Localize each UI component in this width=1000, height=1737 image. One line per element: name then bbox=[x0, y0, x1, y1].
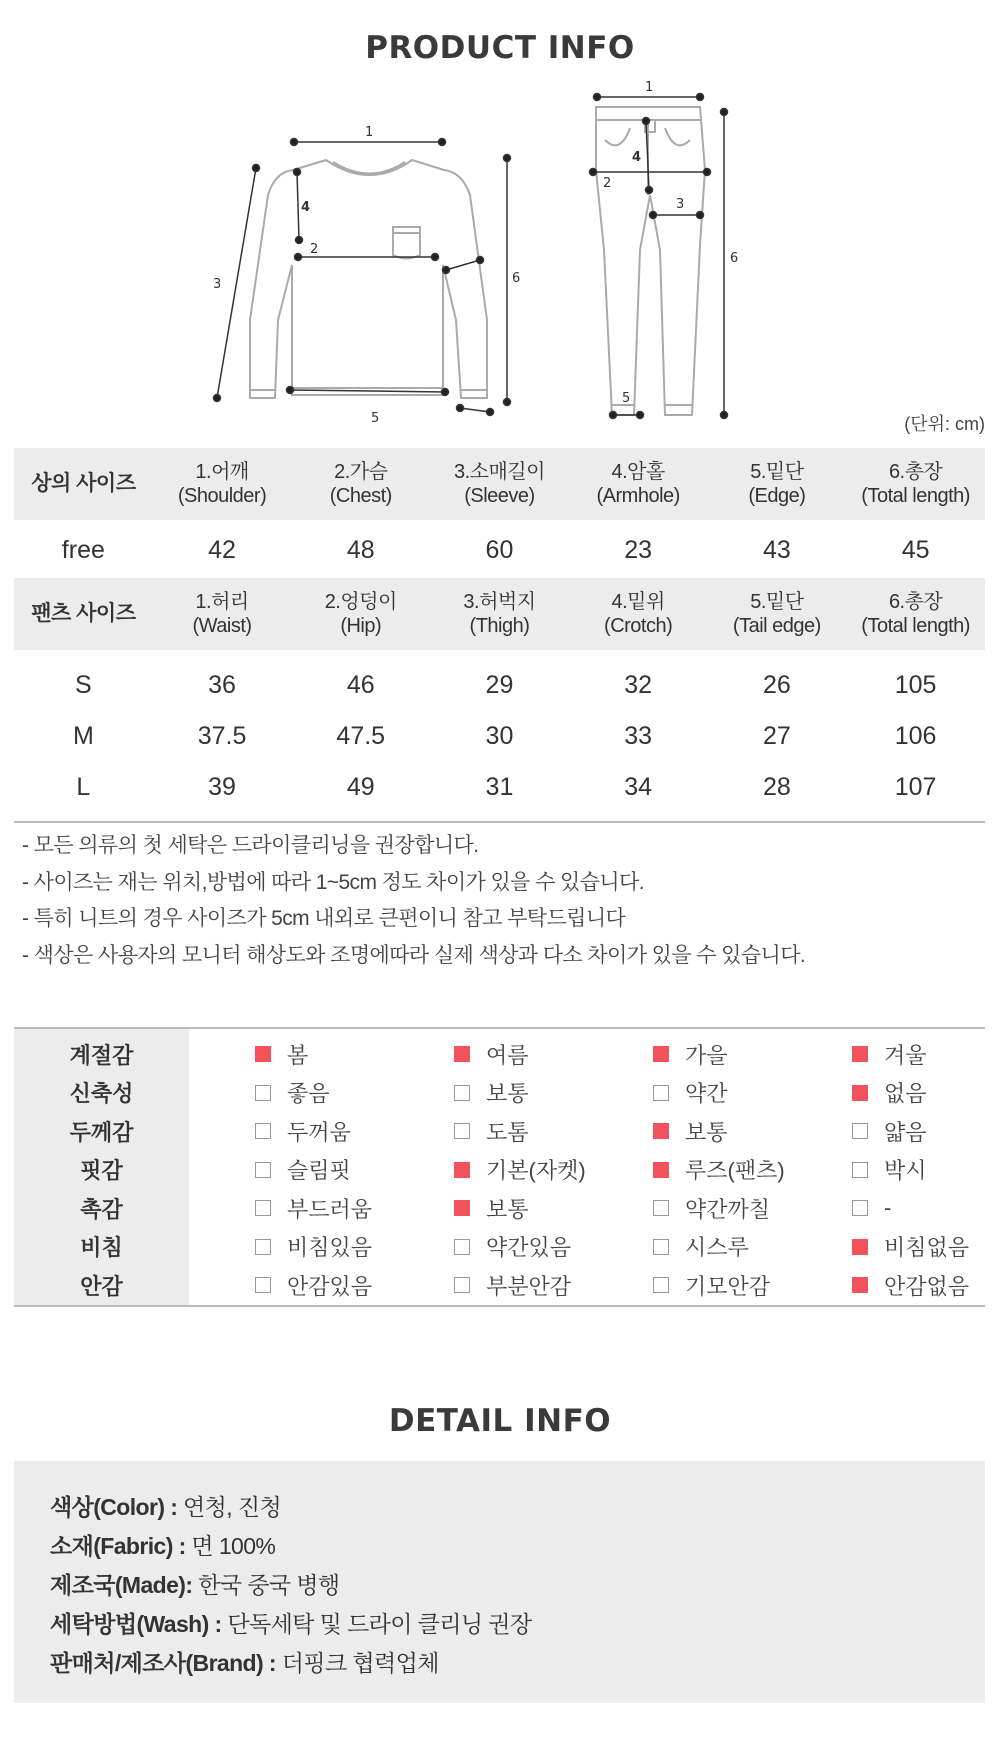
detail-row-wash bbox=[50, 1606, 532, 1639]
attribute-label: 안감 bbox=[14, 1266, 189, 1306]
option-label: 슬림핏 bbox=[287, 1158, 351, 1184]
option-wrap bbox=[388, 1193, 587, 1224]
unchecked-box-icon bbox=[454, 1277, 470, 1293]
unchecked-box-icon bbox=[255, 1162, 271, 1178]
option-label: 비침있음 bbox=[287, 1235, 373, 1261]
attribute-option bbox=[189, 1189, 388, 1228]
option-wrap bbox=[189, 1154, 388, 1185]
value-cell: 37.5 bbox=[197, 722, 247, 750]
attribute-row bbox=[14, 1228, 985, 1267]
pants-header-cell bbox=[708, 578, 847, 650]
option-label: 안감있음 bbox=[287, 1273, 373, 1299]
top-header-cell bbox=[569, 448, 708, 520]
option-wrap bbox=[189, 1077, 388, 1108]
pants-garment-drawing bbox=[596, 107, 705, 415]
attribute-option bbox=[786, 1074, 985, 1113]
detail-value: 단독세탁 및 드라이 클리닝 권장 bbox=[227, 1611, 532, 1637]
pants-label-1: 1 bbox=[645, 80, 654, 95]
pants-header-cell bbox=[569, 578, 708, 650]
unchecked-box-icon bbox=[454, 1085, 470, 1101]
attribute-option bbox=[786, 1151, 985, 1190]
option-label: 부드러움 bbox=[287, 1196, 373, 1222]
value-cell: 107 bbox=[894, 773, 937, 801]
pants-header-cell bbox=[846, 578, 985, 650]
top-measure-lines bbox=[214, 139, 511, 416]
attribute-option bbox=[388, 1189, 587, 1228]
option-label: 겨울 bbox=[884, 1042, 927, 1068]
unit-label: (단위: cm) bbox=[904, 414, 985, 434]
attribute-option bbox=[587, 1074, 786, 1113]
option-wrap bbox=[388, 1116, 587, 1147]
checked-box-icon bbox=[255, 1046, 271, 1062]
pants-size-header-row bbox=[14, 578, 985, 650]
checked-box-icon bbox=[852, 1239, 868, 1255]
header-kr: 3.허벅지 bbox=[463, 591, 536, 613]
option-label: 안감없음 bbox=[884, 1273, 970, 1299]
attribute-option bbox=[189, 1112, 388, 1151]
care-notes bbox=[22, 828, 805, 974]
attribute-option bbox=[587, 1266, 786, 1306]
unchecked-box-icon bbox=[255, 1239, 271, 1255]
attribute-row bbox=[14, 1151, 985, 1190]
unchecked-box-icon bbox=[255, 1277, 271, 1293]
option-wrap bbox=[189, 1116, 388, 1147]
option-label: 여름 bbox=[486, 1042, 529, 1068]
unchecked-box-icon bbox=[255, 1085, 271, 1101]
option-label: 시스루 bbox=[685, 1235, 749, 1261]
value-cell: 42 bbox=[208, 535, 236, 564]
option-label: 가을 bbox=[685, 1042, 728, 1068]
pants-header-cell bbox=[291, 578, 430, 650]
value-cell: 48 bbox=[346, 535, 375, 564]
header-en: (Total length) bbox=[861, 485, 970, 507]
unchecked-box-icon bbox=[255, 1123, 271, 1139]
value-cell: 45 bbox=[901, 535, 930, 564]
header-en: (Hip) bbox=[340, 615, 382, 637]
pants-header-cell bbox=[153, 578, 292, 650]
option-wrap bbox=[189, 1270, 388, 1301]
note-item: - 색상은 사용자의 모니터 해상도와 조명에따라 실제 색상과 다소 차이가 있을 수 있습니다. bbox=[22, 943, 806, 967]
option-label: 봄 bbox=[287, 1042, 309, 1068]
detail-info-box bbox=[14, 1461, 985, 1703]
value-cell: 46 bbox=[346, 671, 375, 699]
size-cell: S bbox=[75, 671, 92, 699]
attribute-option bbox=[388, 1028, 587, 1074]
attribute-option bbox=[786, 1228, 985, 1267]
value-cell: 32 bbox=[624, 671, 653, 699]
option-wrap bbox=[388, 1231, 587, 1262]
attribute-label: 계절감 bbox=[14, 1028, 189, 1074]
header-en: (Tail edge) bbox=[732, 615, 821, 637]
option-label: 보통 bbox=[486, 1196, 529, 1222]
unchecked-box-icon bbox=[852, 1162, 868, 1178]
detail-row-color bbox=[50, 1489, 281, 1522]
top-label-3: 3 bbox=[213, 277, 222, 292]
attribute-option bbox=[189, 1266, 388, 1306]
top-label-1: 1 bbox=[365, 125, 374, 140]
header-en: (Crotch) bbox=[604, 615, 673, 637]
top-label-2: 2 bbox=[310, 242, 319, 257]
top-label-4: 4 bbox=[301, 200, 311, 215]
header-en: (Sleeve) bbox=[464, 485, 535, 507]
top-header-cell bbox=[430, 448, 569, 520]
table-row bbox=[14, 520, 985, 580]
attribute-option bbox=[388, 1266, 587, 1306]
attribute-option bbox=[388, 1151, 587, 1190]
top-header-cell bbox=[291, 448, 430, 520]
attribute-option bbox=[388, 1228, 587, 1267]
size-cell: free bbox=[61, 535, 105, 564]
value-cell: 106 bbox=[894, 722, 937, 750]
option-label: 기모안감 bbox=[685, 1273, 771, 1299]
option-label: 약간까칠 bbox=[685, 1196, 771, 1222]
pants-label-4: 4 bbox=[632, 150, 642, 165]
option-wrap bbox=[587, 1039, 786, 1070]
option-wrap bbox=[786, 1116, 985, 1147]
detail-label: 제조국(Made): bbox=[50, 1572, 199, 1598]
attribute-option bbox=[587, 1151, 786, 1190]
detail-row-brand bbox=[50, 1645, 439, 1678]
attribute-row bbox=[14, 1028, 985, 1074]
unchecked-box-icon bbox=[653, 1200, 669, 1216]
attribute-option bbox=[189, 1151, 388, 1190]
option-label: 보통 bbox=[685, 1119, 728, 1145]
value-cell: 43 bbox=[762, 535, 791, 564]
option-wrap bbox=[587, 1116, 786, 1147]
detail-info-title: DETAIL INFO bbox=[388, 1403, 612, 1439]
value-cell: 39 bbox=[208, 773, 236, 801]
option-label: 얇음 bbox=[884, 1119, 927, 1145]
value-cell: 47.5 bbox=[336, 722, 386, 750]
detail-value: 연청, 진청 bbox=[183, 1494, 282, 1520]
detail-value: 한국 중국 병행 bbox=[198, 1572, 340, 1598]
unchecked-box-icon bbox=[852, 1200, 868, 1216]
checked-box-icon bbox=[852, 1046, 868, 1062]
top-label-5: 5 bbox=[371, 411, 380, 426]
top-size-header-row bbox=[14, 448, 985, 520]
attribute-option bbox=[388, 1074, 587, 1113]
pants-label-3: 3 bbox=[676, 197, 685, 212]
option-wrap bbox=[587, 1077, 786, 1108]
header-kr: 3.소매길이 bbox=[453, 461, 545, 483]
header-kr: 4.암홀 bbox=[611, 461, 665, 483]
option-wrap bbox=[786, 1039, 985, 1070]
option-wrap bbox=[189, 1231, 388, 1262]
attribute-label: 두께감 bbox=[14, 1112, 189, 1151]
value-cell: 33 bbox=[624, 722, 653, 750]
option-label: 약간 bbox=[685, 1081, 728, 1107]
header-kr: 2.가슴 bbox=[334, 461, 388, 483]
unchecked-box-icon bbox=[653, 1239, 669, 1255]
option-wrap bbox=[587, 1231, 786, 1262]
option-wrap bbox=[786, 1077, 985, 1108]
attribute-option bbox=[587, 1028, 786, 1074]
option-label: 루즈(팬츠) bbox=[685, 1158, 785, 1184]
checked-box-icon bbox=[852, 1277, 868, 1293]
option-wrap bbox=[786, 1270, 985, 1301]
value-cell: 105 bbox=[894, 671, 937, 699]
option-label: - bbox=[884, 1195, 892, 1221]
header-kr: 1.허리 bbox=[195, 591, 249, 613]
attribute-option bbox=[587, 1112, 786, 1151]
size-cell: L bbox=[76, 773, 91, 801]
top-size-row-label: 상의 사이즈 bbox=[14, 448, 153, 520]
header-kr: 6.총장 bbox=[888, 591, 943, 613]
table-row bbox=[14, 650, 985, 711]
unchecked-box-icon bbox=[852, 1123, 868, 1139]
header-en: (Thigh) bbox=[469, 615, 530, 637]
header-en: (Armhole) bbox=[596, 485, 680, 507]
option-wrap bbox=[189, 1039, 388, 1070]
note-item: - 사이즈는 재는 위치,방법에 따라 1~5cm 정도 차이가 있을 수 있습니다. bbox=[22, 870, 644, 894]
checked-box-icon bbox=[653, 1123, 669, 1139]
pants-label-6: 6 bbox=[730, 251, 739, 266]
checked-box-icon bbox=[852, 1085, 868, 1101]
value-cell: 27 bbox=[762, 722, 791, 750]
header-kr: 6.총장 bbox=[888, 461, 943, 483]
detail-label: 세탁방법(Wash) : bbox=[50, 1611, 228, 1637]
detail-value: 면 100% bbox=[191, 1533, 276, 1559]
top-garment-drawing bbox=[250, 160, 487, 398]
pants-label-2: 2 bbox=[603, 176, 612, 191]
size-cell: M bbox=[72, 722, 94, 750]
option-label: 약간있음 bbox=[486, 1235, 572, 1261]
detail-value: 더핑크 협력업체 bbox=[281, 1650, 439, 1676]
header-en: (Edge) bbox=[748, 485, 806, 507]
option-wrap bbox=[587, 1270, 786, 1301]
attribute-label: 핏감 bbox=[14, 1151, 189, 1190]
value-cell: 30 bbox=[485, 722, 514, 750]
option-wrap bbox=[786, 1231, 985, 1262]
attribute-option bbox=[388, 1112, 587, 1151]
pants-size-table bbox=[14, 578, 985, 823]
attribute-label: 신축성 bbox=[14, 1074, 189, 1113]
attribute-option bbox=[786, 1266, 985, 1306]
attribute-row bbox=[14, 1112, 985, 1151]
header-en: (Total length) bbox=[861, 615, 970, 637]
value-cell: 23 bbox=[624, 535, 653, 564]
option-wrap bbox=[388, 1154, 587, 1185]
value-cell: 60 bbox=[485, 535, 514, 564]
attribute-option bbox=[587, 1228, 786, 1267]
unchecked-box-icon bbox=[255, 1200, 271, 1216]
pants-label-5: 5 bbox=[622, 391, 631, 406]
detail-label: 색상(Color) : bbox=[50, 1494, 184, 1520]
option-label: 기본(자켓) bbox=[486, 1158, 586, 1184]
pants-size-row-label: 팬츠 사이즈 bbox=[14, 578, 153, 650]
header-kr: 5.밑단 bbox=[750, 461, 804, 483]
checked-box-icon bbox=[653, 1162, 669, 1178]
value-cell: 26 bbox=[762, 671, 791, 699]
attribute-option bbox=[587, 1189, 786, 1228]
attribute-option bbox=[189, 1074, 388, 1113]
attribute-label: 비침 bbox=[14, 1228, 189, 1267]
option-label: 두꺼움 bbox=[287, 1119, 351, 1145]
option-wrap bbox=[786, 1154, 985, 1185]
top-header-cell bbox=[708, 448, 847, 520]
checked-box-icon bbox=[653, 1046, 669, 1062]
top-header-cell bbox=[153, 448, 292, 520]
note-item: - 모든 의류의 첫 세탁은 드라이클리닝을 권장합니다. bbox=[22, 834, 479, 857]
unchecked-box-icon bbox=[653, 1085, 669, 1101]
attribute-option bbox=[189, 1028, 388, 1074]
table-row bbox=[14, 711, 985, 762]
top-size-table bbox=[14, 448, 985, 580]
table-row bbox=[14, 762, 985, 822]
checked-box-icon bbox=[454, 1046, 470, 1062]
header-kr: 2.엉덩이 bbox=[324, 591, 397, 613]
header-kr: 4.밑위 bbox=[611, 591, 665, 613]
measurement-diagram bbox=[0, 70, 1000, 440]
header-kr: 5.밑단 bbox=[750, 591, 804, 613]
header-en: (Chest) bbox=[329, 485, 392, 507]
unchecked-box-icon bbox=[454, 1239, 470, 1255]
attribute-option bbox=[786, 1189, 985, 1228]
unchecked-box-icon bbox=[653, 1277, 669, 1293]
detail-row-fabric bbox=[50, 1528, 275, 1561]
note-item: - 특히 니트의 경우 사이즈가 5cm 내외로 큰편이니 참고 부탁드립니다 bbox=[22, 907, 626, 930]
value-cell: 31 bbox=[485, 773, 514, 801]
top-label-6: 6 bbox=[512, 271, 521, 286]
option-wrap bbox=[388, 1077, 587, 1108]
option-wrap bbox=[587, 1154, 786, 1185]
header-kr: 1.어깨 bbox=[195, 461, 249, 483]
attribute-row bbox=[14, 1189, 985, 1228]
attribute-row bbox=[14, 1074, 985, 1113]
detail-label: 판매처/제조사(Brand) : bbox=[50, 1650, 282, 1676]
option-wrap bbox=[587, 1193, 786, 1224]
pants-measure-numbers bbox=[603, 80, 738, 406]
header-en: (Waist) bbox=[192, 615, 252, 637]
option-wrap bbox=[388, 1039, 587, 1070]
detail-row-made bbox=[50, 1567, 340, 1600]
attribute-table bbox=[14, 1027, 985, 1307]
header-en: (Shoulder) bbox=[177, 485, 267, 507]
option-label: 부분안감 bbox=[486, 1273, 572, 1299]
attribute-option bbox=[786, 1112, 985, 1151]
value-cell: 36 bbox=[208, 671, 236, 699]
product-info-title: PRODUCT INFO bbox=[365, 30, 635, 66]
option-label: 비침없음 bbox=[884, 1235, 970, 1261]
checked-box-icon bbox=[454, 1162, 470, 1178]
option-label: 좋음 bbox=[287, 1081, 330, 1107]
option-label: 보통 bbox=[486, 1081, 529, 1107]
checked-box-icon bbox=[454, 1200, 470, 1216]
pants-header-cell bbox=[430, 578, 569, 650]
value-cell: 49 bbox=[346, 773, 375, 801]
option-label: 박시 bbox=[884, 1158, 927, 1184]
unchecked-box-icon bbox=[454, 1123, 470, 1139]
attribute-row bbox=[14, 1266, 985, 1306]
value-cell: 34 bbox=[624, 773, 653, 801]
top-header-cell bbox=[846, 448, 985, 520]
attribute-label: 촉감 bbox=[14, 1189, 189, 1228]
attribute-option bbox=[786, 1028, 985, 1074]
option-wrap bbox=[388, 1270, 587, 1301]
option-label: 없음 bbox=[884, 1081, 927, 1107]
value-cell: 28 bbox=[762, 773, 791, 801]
option-label: 도톰 bbox=[486, 1119, 529, 1145]
detail-label: 소재(Fabric) : bbox=[50, 1533, 192, 1559]
option-wrap bbox=[786, 1195, 985, 1221]
attribute-option bbox=[189, 1228, 388, 1267]
option-wrap bbox=[189, 1193, 388, 1224]
value-cell: 29 bbox=[485, 671, 514, 699]
